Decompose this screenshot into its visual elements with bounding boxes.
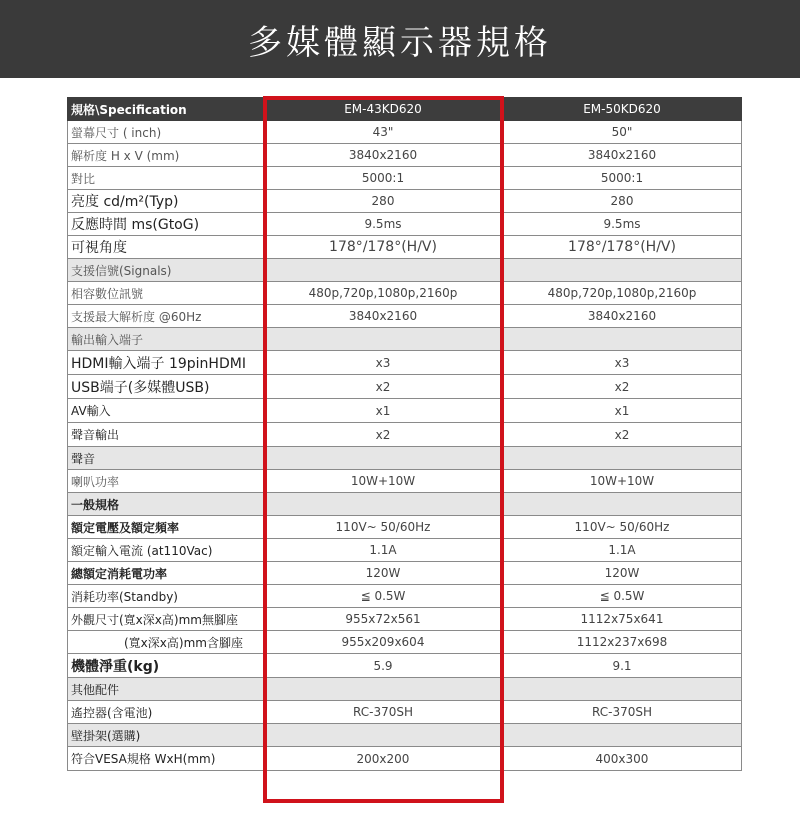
table-row <box>68 236 742 259</box>
table-row <box>68 631 742 654</box>
section-label: 聲音 <box>68 447 264 470</box>
model-2-value: 3840x2160 <box>503 305 742 328</box>
model-1-value: 10W+10W <box>264 470 503 493</box>
model-2-value: 120W <box>503 562 742 585</box>
table-row <box>68 423 742 447</box>
section-row <box>68 678 742 701</box>
page-title: 多媒體顯示器規格 <box>248 22 552 63</box>
model-1-value: ≦ 0.5W <box>264 585 503 608</box>
row-label: 支援最大解析度 @60Hz <box>68 305 264 328</box>
model-1-value: 110V~ 50/60Hz <box>264 516 503 539</box>
model-2-value: 9.1 <box>503 654 742 678</box>
row-label: 額定輸入電流 (at110Vac) <box>68 539 264 562</box>
table-row <box>68 351 742 375</box>
row-label: 機體淨重(kg) <box>68 654 264 678</box>
model-1-value: RC-370SH <box>264 701 503 724</box>
section-label: 支援信號(Signals) <box>68 259 264 282</box>
model-1-value <box>264 493 503 516</box>
row-label: USB端子(多媒體USB) <box>68 375 264 399</box>
model-2-value: ≦ 0.5W <box>503 585 742 608</box>
table-row <box>68 701 742 724</box>
section-label: 輸出輸入端子 <box>68 328 264 351</box>
table-row <box>68 282 742 305</box>
model-1-value: 200x200 <box>264 747 503 771</box>
table-row <box>68 747 742 771</box>
model-1-value: 3840x2160 <box>264 144 503 167</box>
row-label: 總額定消耗電功率 <box>68 562 264 585</box>
model-1-header: EM-43KD620 <box>264 98 503 121</box>
row-label: 解析度 H x V (mm) <box>68 144 264 167</box>
model-1-value <box>264 259 503 282</box>
model-2-value: 9.5ms <box>503 213 742 236</box>
model-1-value: 5000:1 <box>264 167 503 190</box>
section-row <box>68 259 742 282</box>
title-banner <box>0 0 800 78</box>
model-1-value: x2 <box>264 375 503 399</box>
model-1-value: 955x209x604 <box>264 631 503 654</box>
table-row <box>68 608 742 631</box>
model-2-value: x3 <box>503 351 742 375</box>
row-label: 外觀尺寸(寬x深x高)mm無腳座 <box>68 608 264 631</box>
table-row <box>68 167 742 190</box>
model-2-value: 50" <box>503 121 742 144</box>
model-2-value: 280 <box>503 190 742 213</box>
model-1-value: 178°/178°(H/V) <box>264 236 503 259</box>
row-label: 反應時間 ms(GtoG) <box>68 213 264 236</box>
model-2-value <box>503 328 742 351</box>
model-1-value: 9.5ms <box>264 213 503 236</box>
model-1-value: 955x72x561 <box>264 608 503 631</box>
model-2-value: 1112x237x698 <box>503 631 742 654</box>
section-row <box>68 724 742 747</box>
model-2-value <box>503 493 742 516</box>
model-1-value: 120W <box>264 562 503 585</box>
table-row <box>68 562 742 585</box>
table-row <box>68 375 742 399</box>
table-row <box>68 121 742 144</box>
table-row <box>68 585 742 608</box>
model-2-value <box>503 447 742 470</box>
section-row <box>68 328 742 351</box>
section-label: 其他配件 <box>68 678 264 701</box>
model-1-value <box>264 328 503 351</box>
row-label: 相容數位訊號 <box>68 282 264 305</box>
row-label: AV輸入 <box>68 399 264 423</box>
table-row <box>68 516 742 539</box>
table-row <box>68 190 742 213</box>
table-row <box>68 654 742 678</box>
model-2-value: 400x300 <box>503 747 742 771</box>
row-label: 螢幕尺寸 ( inch) <box>68 121 264 144</box>
section-row <box>68 447 742 470</box>
model-2-value: 1.1A <box>503 539 742 562</box>
table-row <box>68 539 742 562</box>
table-row <box>68 470 742 493</box>
section-label: 壁掛架(選購) <box>68 724 264 747</box>
model-2-value: 3840x2160 <box>503 144 742 167</box>
row-label: 消耗功率(Standby) <box>68 585 264 608</box>
spec-header-label: 規格\Specification <box>68 98 264 121</box>
model-2-value <box>503 724 742 747</box>
model-2-value: x2 <box>503 375 742 399</box>
row-label: HDMI輸入端子 19pinHDMI <box>68 351 264 375</box>
row-label: 額定電壓及額定頻率 <box>68 516 264 539</box>
row-label: 亮度 cd/m²(Typ) <box>68 190 264 213</box>
model-2-value: 480p,720p,1080p,2160p <box>503 282 742 305</box>
spec-table <box>67 97 742 771</box>
model-2-value: 110V~ 50/60Hz <box>503 516 742 539</box>
model-2-value: x2 <box>503 423 742 447</box>
model-2-value: x1 <box>503 399 742 423</box>
model-2-value: 178°/178°(H/V) <box>503 236 742 259</box>
model-2-value: 1112x75x641 <box>503 608 742 631</box>
model-1-value <box>264 447 503 470</box>
section-row <box>68 493 742 516</box>
table-row <box>68 213 742 236</box>
row-label: 符合VESA規格 WxH(mm) <box>68 747 264 771</box>
table-row <box>68 305 742 328</box>
row-label: 可視角度 <box>68 236 264 259</box>
section-label: 一般規格 <box>68 493 264 516</box>
row-label: 聲音輸出 <box>68 423 264 447</box>
model-2-value <box>503 678 742 701</box>
model-2-value: 10W+10W <box>503 470 742 493</box>
model-1-value: 280 <box>264 190 503 213</box>
table-header-row <box>68 98 742 121</box>
model-1-value: 43" <box>264 121 503 144</box>
model-2-value: RC-370SH <box>503 701 742 724</box>
row-label: (寬x深x高)mm含腳座 <box>68 631 264 654</box>
table-row <box>68 399 742 423</box>
row-label: 喇叭功率 <box>68 470 264 493</box>
table-row <box>68 144 742 167</box>
model-1-value: x1 <box>264 399 503 423</box>
row-label: 遙控器(含電池) <box>68 701 264 724</box>
model-1-value: 480p,720p,1080p,2160p <box>264 282 503 305</box>
model-2-value <box>503 259 742 282</box>
model-1-value <box>264 724 503 747</box>
model-1-value: 3840x2160 <box>264 305 503 328</box>
model-2-value: 5000:1 <box>503 167 742 190</box>
model-1-value: x2 <box>264 423 503 447</box>
model-1-value: x3 <box>264 351 503 375</box>
model-1-value: 5.9 <box>264 654 503 678</box>
row-label: 對比 <box>68 167 264 190</box>
model-2-header: EM-50KD620 <box>503 98 742 121</box>
model-1-value: 1.1A <box>264 539 503 562</box>
model-1-value <box>264 678 503 701</box>
